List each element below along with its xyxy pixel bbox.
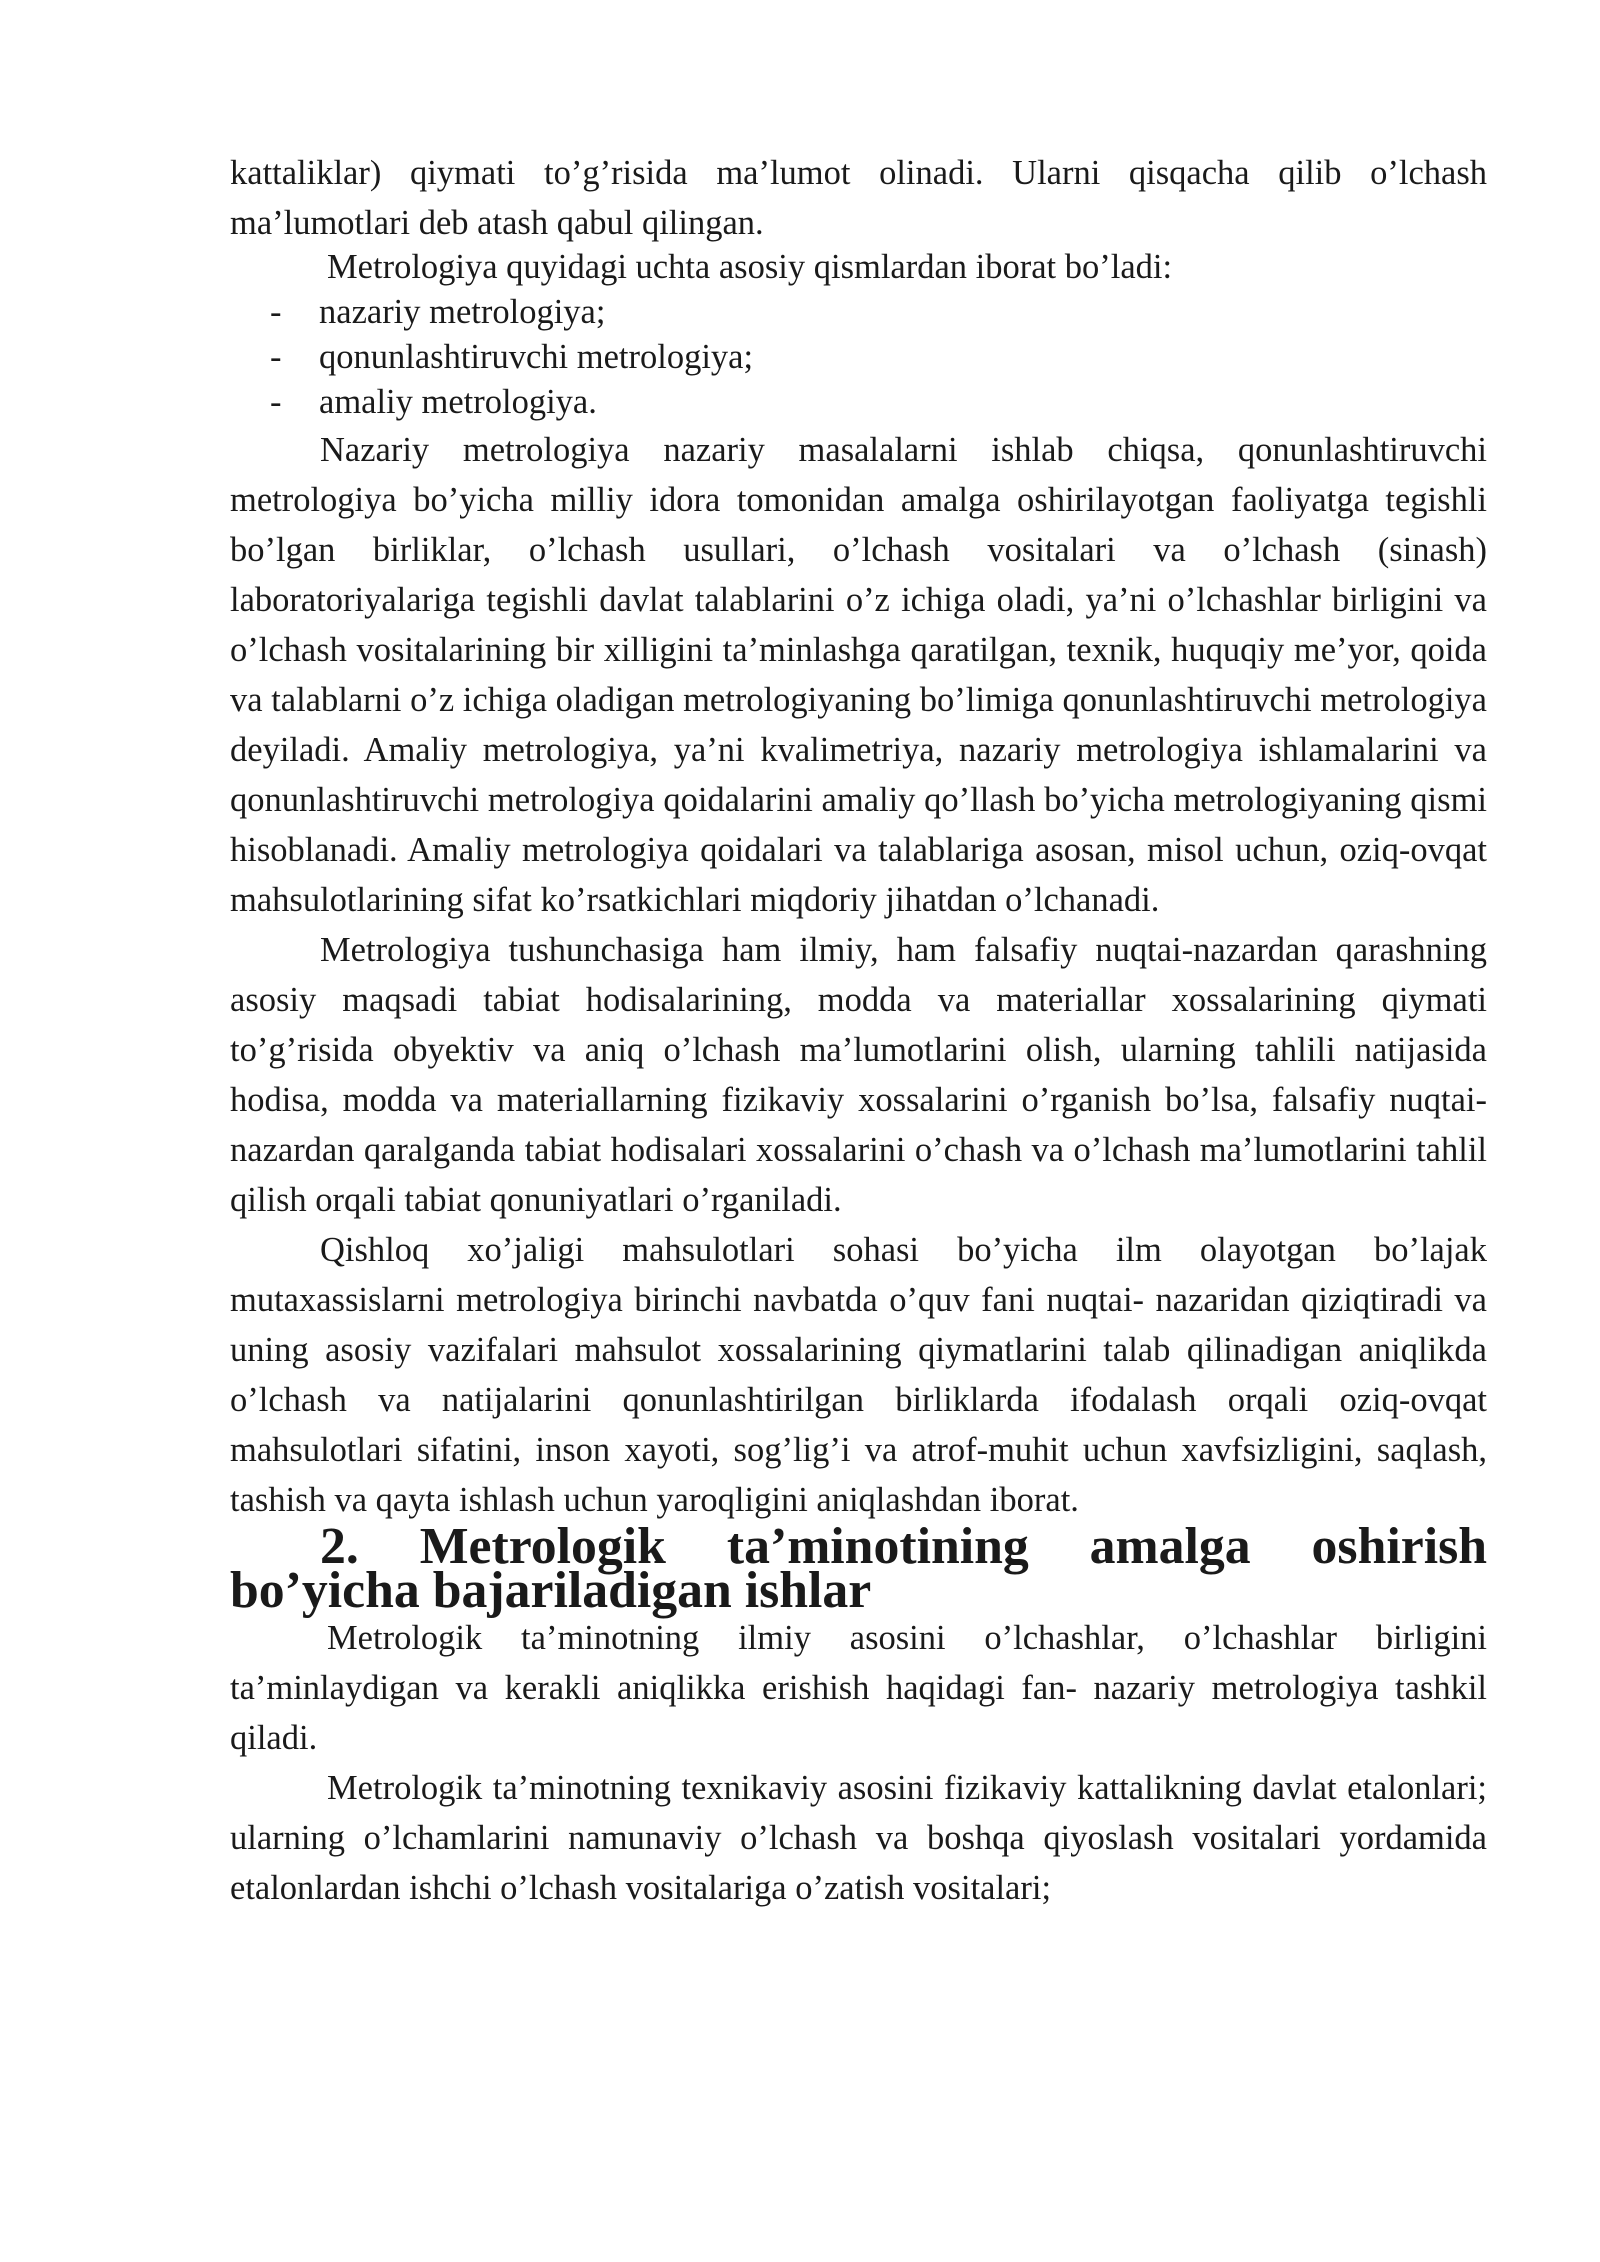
list-dash: - bbox=[270, 383, 282, 421]
paragraph-metrology-concept: Metrologiya tushunchasiga ham ilmiy, ham falsafiy nuqtai-nazardan qarashning asosiy maqsadi tabiat hodisalarining, modda va materiallar xossalarining qiymati to’g’risida obyektiv va aniq o’lchash ma’lumotlarini olish, ularning tahlili natijasida hodisa, modda va materiallarning fizikaviy xossalarini o’rganish bo’lsa, falsafiy nuqtai-nazardan qaralganda tabiat hodisalari xossalarini o’chash va o’lchash ma’lumotlarini tahlil qilish orqali tabiat qonuniyatlari o’rganiladi. bbox=[230, 931, 1487, 1219]
list-item-text: qonunlashtiruvchi metrologiya; bbox=[319, 338, 754, 376]
paragraph-agriculture: Qishloq xo’jaligi mahsulotlari sohasi bo’yicha ilm olayotgan bo’lajak mutaxassislarni metrologiya birinchi navbatda o’quv fani nuqtai- nazaridan qiziqtiradi va uning asosiy vazifalari mahsulot xossalarining qiymatlarini talab qilinadigan aniqlikda o’lchash va natijalarini qonunlashtirilgan birliklarda ifodalash orqali oziq-ovqat mahsulotlari sifatini, inson xayoti, sog’lig’i va atrof-muhit uchun xavfsizligini, saqlash, tashish va qayta ishlash uchun yaroqligini aniqlashdan iborat. bbox=[230, 1231, 1487, 1519]
paragraph-technical-basis: Metrologik ta’minotning texnikaviy asosini fizikaviy kattalikning davlat etalonlari; ularning o’lchamlarini namunaviy o’lchash va boshqa qiyoslash vositalari yordamida etalonlardan ishchi o’lchash vositalariga o’zatish vositalari; bbox=[230, 1769, 1487, 1907]
paragraph-theoretical-metrology: Nazariy metrologiya nazariy masalalarni ishlab chiqsa, qonunlashtiruvchi metrologiya bo’yicha milliy idora tomonidan amalga oshirilayotgan faoliyatga tegishli bo’lgan birliklar, o’lchash usullari, o’lchash vositalari va o’lchash (sinash) laboratoriyalariga tegishli davlat talablarini o’z ichiga oladi, ya’ni o’lchashlar birligini va o’lchash vositalarining bir xilligini ta’minlashga qaratilgan, texnik, huquqiy me’yor, qoida va talablarni o’z ichiga oladigan metrologiyaning bo’limiga qonunlashtiruvchi metrologiya deyiladi. Amaliy metrologiya, ya’ni kvalimetriya, nazariy metrologiya ishlamalarini va qonunlashtiruvchi metrologiya qoidalarini amaliy qo’llash bo’yicha metrologiyaning qismi hisoblanadi. Amaliy metrologiya qoidalari va talablariga asosan, misol uchun, oziq-ovqat mahsulotlarining sifat ko’rsatkichlari miqdoriy jihatdan o’lchanadi. bbox=[230, 431, 1487, 919]
list-item bbox=[230, 335, 1487, 380]
list-item bbox=[230, 290, 1487, 335]
metrology-parts-list bbox=[230, 290, 1487, 425]
list-item bbox=[230, 380, 1487, 425]
paragraph-continuation: kattaliklar) qiymati to’g’risida ma’lumot olinadi. Ularni qisqacha qilib o’lchash ma’lumotlari deb atash qabul qilingan. bbox=[230, 154, 1487, 242]
list-item-text: amaliy metrologiya. bbox=[319, 383, 597, 421]
section-heading: 2. Metrologik ta’minotining amalga oshirish bo’yicha bajariladigan ishlar bbox=[230, 1518, 1487, 1619]
paragraph-scientific-basis: Metrologik ta’minotning ilmiy asosini o’lchashlar, o’lchashlar birligini ta’minlaydigan va kerakli aniqlikka erishish haqidagi fan- nazariy metrologiya tashkil qiladi. bbox=[230, 1619, 1487, 1757]
paragraph-metrology-parts-intro: Metrologiya quyidagi uchta asosiy qismlardan iborat bo’ladi: bbox=[327, 248, 1173, 286]
document-page bbox=[230, 148, 1487, 1913]
list-dash: - bbox=[270, 293, 282, 331]
list-item-text: nazariy metrologiya; bbox=[319, 293, 606, 331]
list-dash: - bbox=[270, 338, 282, 376]
